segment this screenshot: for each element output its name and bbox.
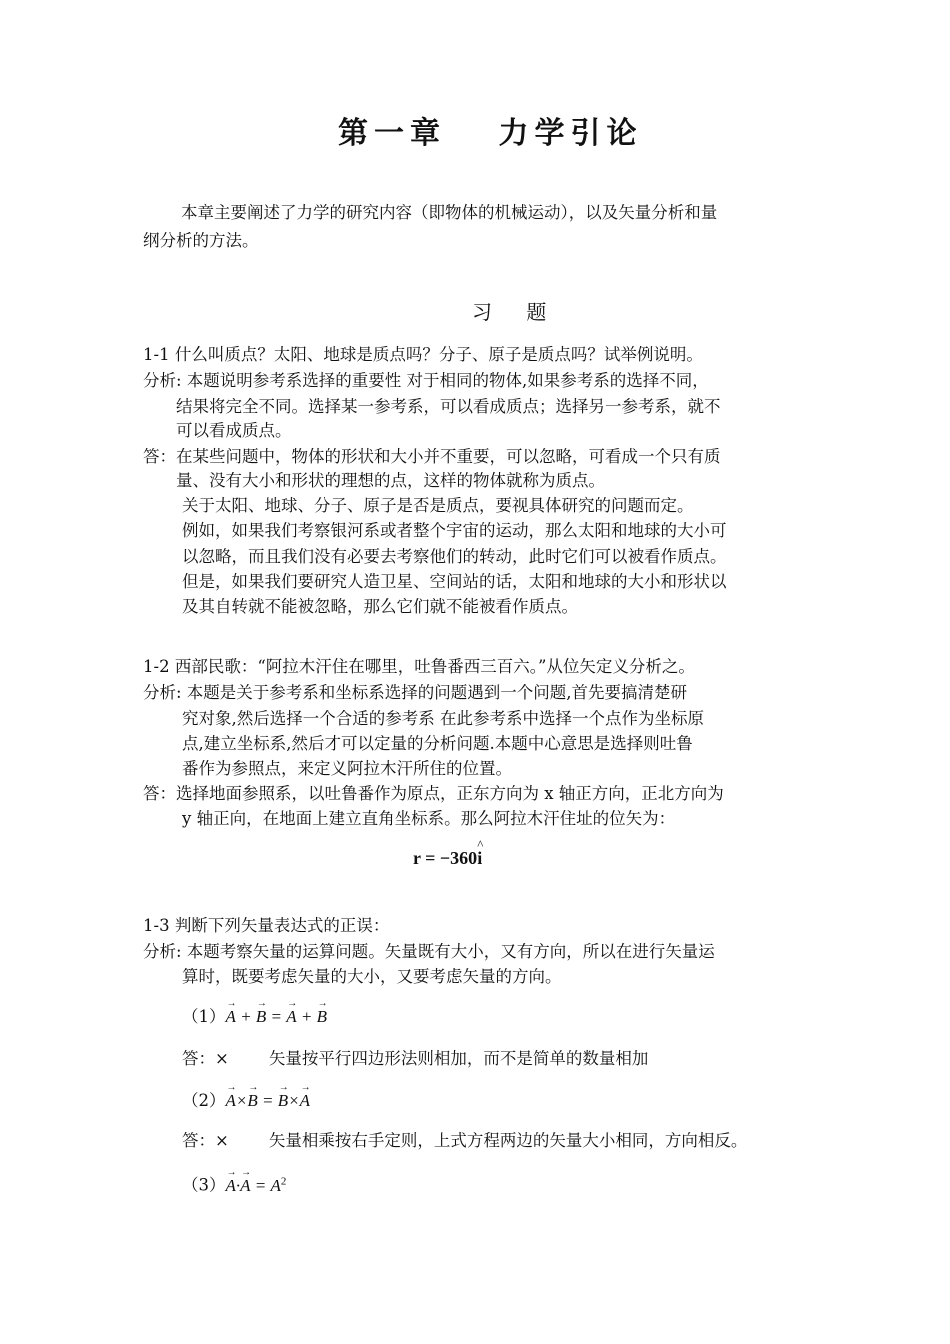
analysis-1-1-line-3: 可以看成质点。	[176, 421, 292, 440]
item-1-equation: （1）→ A + → B = → A + → B	[182, 1004, 327, 1030]
item-number: （3）	[182, 1175, 226, 1195]
analysis-1-2-line-2: 究对象,然后选择一个合适的参考系 在此参考系中选择一个点作为坐标原	[182, 709, 704, 728]
analysis-1-3-line-1: 分析: 本题考察矢量的运算问题。矢量既有大小，又有方向，所以在进行矢量运	[143, 942, 715, 961]
answer-text: 矢量按平行四边形法则相加，而不是简单的数量相加	[268, 1049, 649, 1068]
item-number: （1）	[182, 1007, 226, 1026]
exercises-heading: 习 题	[472, 300, 561, 324]
item-1-answer	[182, 1046, 648, 1072]
intro-line-1: 本章主要阐述了力学的研究内容（即物体的机械运动），以及矢量分析和量	[181, 203, 718, 222]
answer-1-1-line-7: 及其自转就不能被忽略，那么它们就不能被看作质点。	[182, 597, 578, 616]
answer-1-1-line-6: 但是，如果我们要研究人造卫星、空间站的话，太阳和地球的大小和形状以	[182, 572, 727, 591]
answer-1-2-line-1: 答：选择地面参照系，以吐鲁番作为原点，正东方向为 x 轴正方向，正北方向为	[143, 784, 724, 803]
item-3-equation: $(3)\to A\cdot\to A = A^2$	[182, 1168, 286, 1199]
analysis-1-2-line-3: 点,建立坐标系,然后才可以定量的分析问题.本题中心意思是选择则吐鲁	[182, 734, 693, 753]
answer-1-2-line-2: y 轴正向，在地面上建立直角坐标系。那么阿拉木汗住址的位矢为：	[182, 809, 676, 828]
equation-value: = −360	[420, 848, 478, 868]
analysis-1-3-line-2: 算时，既要考虑矢量的大小，又要考虑矢量的方向。	[182, 967, 562, 986]
answer-text: 矢量相乘按右手定则，上式方程两边的矢量大小相同，方向相反。	[268, 1131, 748, 1150]
question-1-2: 1-2 西部民歌：“阿拉木汗住在哪里，吐鲁番西三百六。”从位矢定义分析之。	[143, 657, 695, 676]
analysis-1-2-line-4: 番作为参照点，来定义阿拉木汗所住的位置。	[182, 759, 512, 778]
answer-1-1-line-2: 量、没有大小和形状的理想的点，这样的物体就称为质点。	[176, 471, 605, 490]
answer-1-1-line-3: 关于太阳、地球、分子、原子是否是质点，要视具体研究的问题而定。	[182, 496, 694, 515]
item-2-answer	[182, 1128, 747, 1154]
analysis-1-2-line-1: 分析: 本题是关于参考系和坐标系选择的问题遇到一个问题,首先要搞清楚研	[143, 683, 688, 702]
unit-vector-i: ^ i	[477, 848, 482, 869]
intro-line-2: 纲分析的方法。	[143, 231, 259, 250]
position-vector-equation	[413, 848, 482, 869]
analysis-1-1-line-1: 分析: 本题说明参考系选择的重要性 对于相同的物体,如果参考系的选择不同，	[143, 371, 709, 390]
answer-1-1-line-1: 答：在某些问题中，物体的形状和大小并不重要，可以忽略，可看成一个只有质	[143, 447, 721, 466]
answer-label: 答：×	[182, 1049, 229, 1068]
chapter-title: 第一章 力学引论	[338, 116, 643, 151]
question-1-1: 1-1 什么叫质点？太阳、地球是质点吗？分子、原子是质点吗？试举例说明。	[143, 345, 703, 364]
item-number: （2）	[182, 1091, 226, 1110]
analysis-1-1-line-2: 结果将完全不同。选择某一参考系，可以看成质点；选择另一参考系，就不	[176, 397, 721, 416]
answer-1-1-line-5: 以忽略，而且我们没有必要去考察他们的转动，此时它们可以被看作质点。	[182, 547, 727, 566]
answer-1-1-line-4: 例如，如果我们考察银河系或者整个宇宙的运动，那么太阳和地球的大小可	[182, 521, 727, 540]
vector-r: r	[413, 848, 421, 868]
item-2-equation: （2）→ A×→ B = → B×→ A	[182, 1088, 310, 1114]
question-1-3: 1-3 判断下列矢量表达式的正误：	[143, 916, 390, 935]
answer-label: 答：×	[182, 1131, 229, 1150]
